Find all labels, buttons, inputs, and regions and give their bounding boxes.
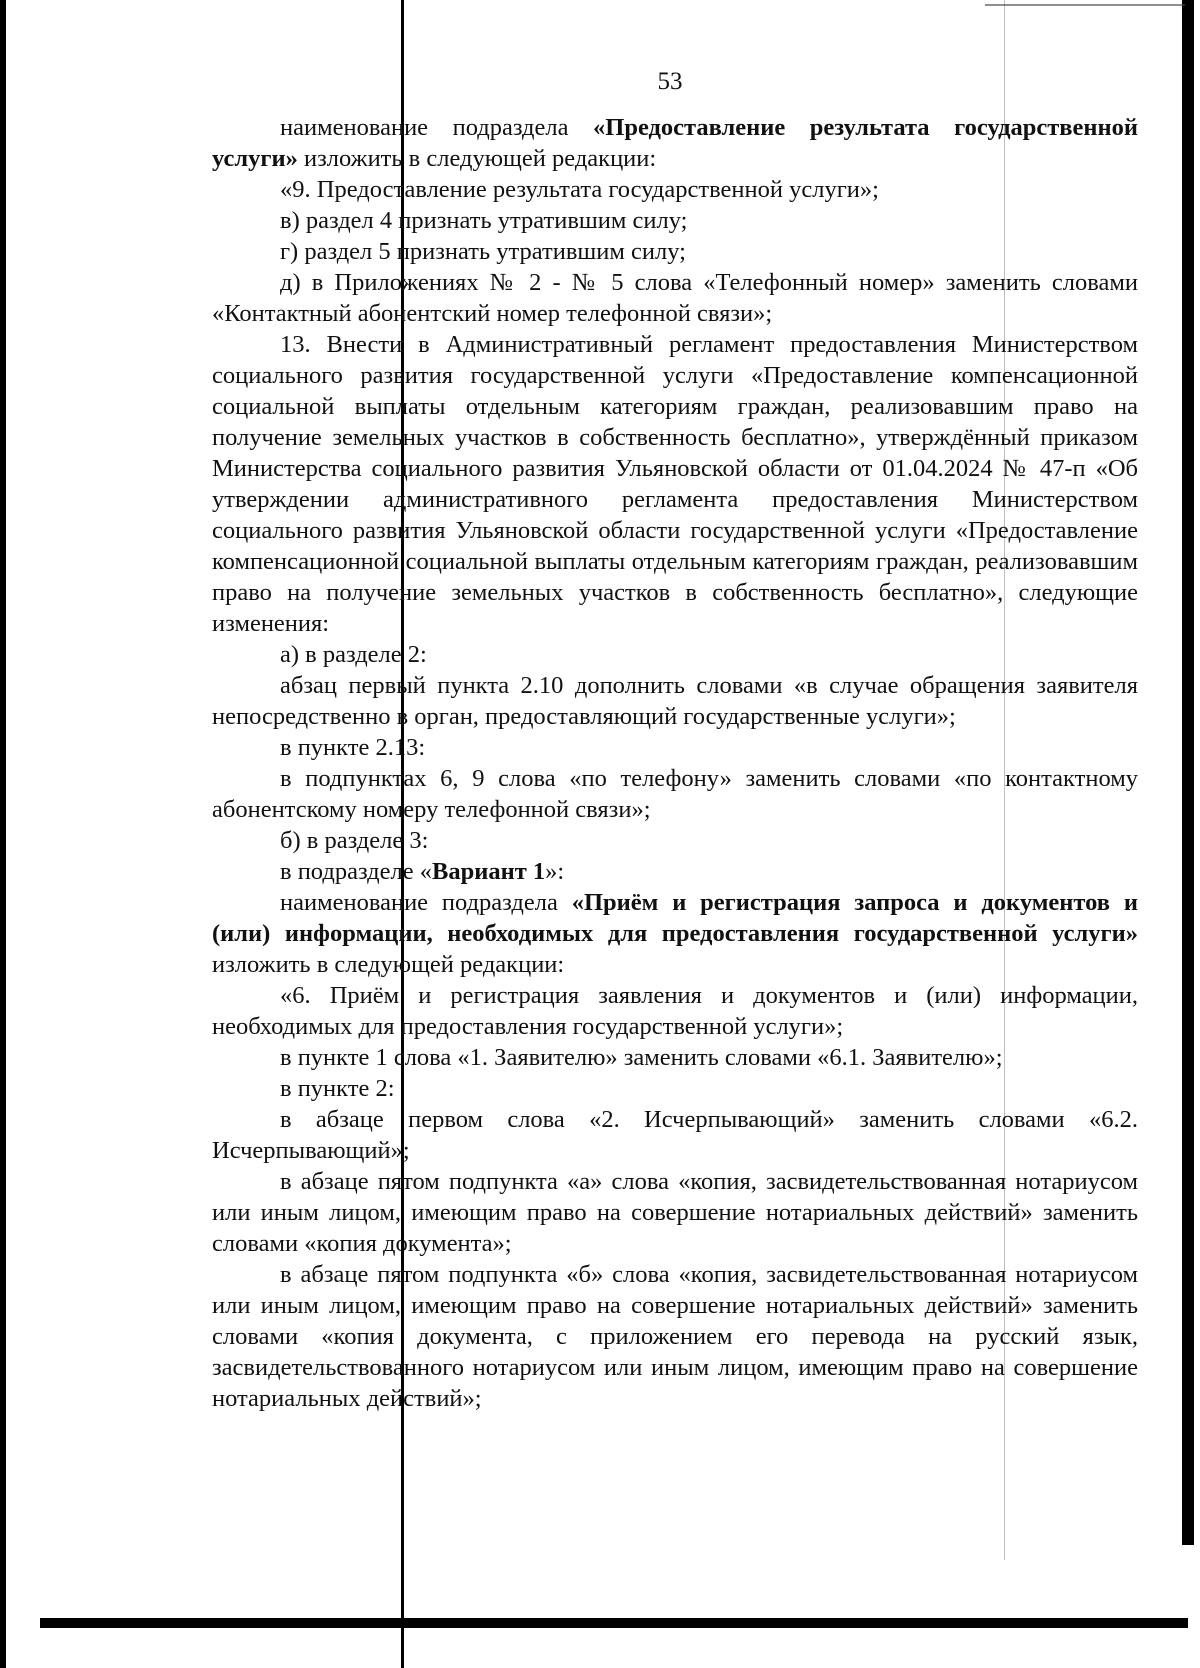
- text-segment: а) в разделе 2:: [280, 641, 427, 668]
- paragraph: [212, 1259, 1138, 1414]
- text-segment: в подпунктах 6, 9 слова «по телефону» заменить словами «по контактному абонентскому номеру телефонной связи»;: [212, 765, 1138, 823]
- text-segment: абзац первый пункта 2.10 дополнить словами «в случае обращения заявителя непосредственно в орган, предоставляющий государственные услуги»;: [212, 672, 1138, 730]
- text-segment: в абзаце первом слова «2. Исчерпывающий» заменить словами «6.2. Исчерпывающий»;: [212, 1106, 1138, 1164]
- text-segment: изложить в следующей редакции:: [212, 951, 565, 978]
- text-segment: б) в разделе 3:: [280, 827, 429, 854]
- scan-edge-left: [0, 0, 6, 1668]
- text-segment: 13. Внести в Административный регламент предоставления Министерством социального развития государственной услуги «Предоставление компенсационной социальной выплаты отдельным категориям граждан, реализовавшим право на получение земельных участков в собственность бесплатно», утверждённый приказом Министерства социального развития Ульяновской области от 01.04.2024 № 47-п «Об утверждении административного регламента предоставления Министерством социального развития Ульяновской области государственной услуги «Предоставление компенсационной социальной выплаты отдельным категориям граждан, реализовавшим право на получение земельных участков в собственность бесплатно», следующие изменения:: [212, 331, 1138, 637]
- paragraph: [212, 825, 1138, 856]
- text-segment: в пункте 1 слова «1. Заявителю» заменить словами «6.1. Заявителю»;: [280, 1044, 1003, 1071]
- text-segment: в абзаце пятом подпункта «а» слова «копия, засвидетельствованная нотариусом или иным лицом, имеющим право на совершение нотариальных действий» заменить словами «копия документа»;: [212, 1168, 1138, 1257]
- text-segment: в пункте 2:: [280, 1075, 395, 1102]
- text-segment: наименование подраздела: [280, 889, 572, 916]
- page-number: 53: [657, 68, 683, 95]
- paragraph: [212, 1166, 1138, 1259]
- scan-edge-bottom: [40, 1618, 1188, 1628]
- paragraph: [212, 329, 1138, 639]
- paragraph: [212, 639, 1138, 670]
- text-segment: изложить в следующей редакции:: [297, 145, 657, 172]
- paragraph: [212, 1073, 1138, 1104]
- bold-text: «Приём и регистрация запроса и документов и (или) информации, необходимых для предоставления государственной услуги»: [212, 889, 1138, 947]
- text-segment: «9. Предоставление результата государственной услуги»;: [280, 176, 879, 203]
- paragraph: [212, 174, 1138, 205]
- paragraph: [212, 1042, 1138, 1073]
- paragraph: [212, 112, 1138, 174]
- text-segment: в пункте 2.13:: [280, 734, 426, 761]
- paragraph: [212, 856, 1138, 887]
- document-body: [212, 112, 1138, 1414]
- paragraph: [212, 267, 1138, 329]
- text-segment: г) раздел 5 признать утратившим силу;: [280, 238, 686, 265]
- scan-edge-right: [1182, 0, 1194, 1545]
- paragraph: [212, 670, 1138, 732]
- paragraph: [212, 732, 1138, 763]
- paragraph: [212, 1104, 1138, 1166]
- text-segment: «6. Приём и регистрация заявления и документов и (или) информации, необходимых для предоставления государственной услуги»;: [212, 982, 1138, 1040]
- text-segment: в абзаце пятом подпункта «б» слова «копия, засвидетельствованная нотариусом или иным лицом, имеющим право на совершение нотариальных действий» заменить словами «копия документа, с приложением его перевода на русский язык, засвидетельствованного нотариусом или иным лицом, имеющим право на совершение нотариальных действий»;: [212, 1261, 1138, 1412]
- scan-top-right-corner: [985, 4, 1185, 6]
- paragraph: [212, 980, 1138, 1042]
- bold-text: «Предоставление результата государственной услуги»: [212, 114, 1138, 172]
- text-segment: д) в Приложениях № 2 - № 5 слова «Телефонный номер» заменить словами «Контактный абонентский номер телефонной связи»;: [212, 269, 1138, 327]
- text-segment: в) раздел 4 признать утратившим силу;: [280, 207, 688, 234]
- paragraph: [212, 763, 1138, 825]
- paragraph: [212, 887, 1138, 980]
- text-segment: наименование подраздела: [280, 114, 594, 141]
- paragraph: [212, 236, 1138, 267]
- bold-text: Вариант 1: [432, 858, 546, 885]
- paragraph: [212, 205, 1138, 236]
- text-segment: в подразделе «: [280, 858, 432, 885]
- text-segment: »:: [545, 858, 565, 885]
